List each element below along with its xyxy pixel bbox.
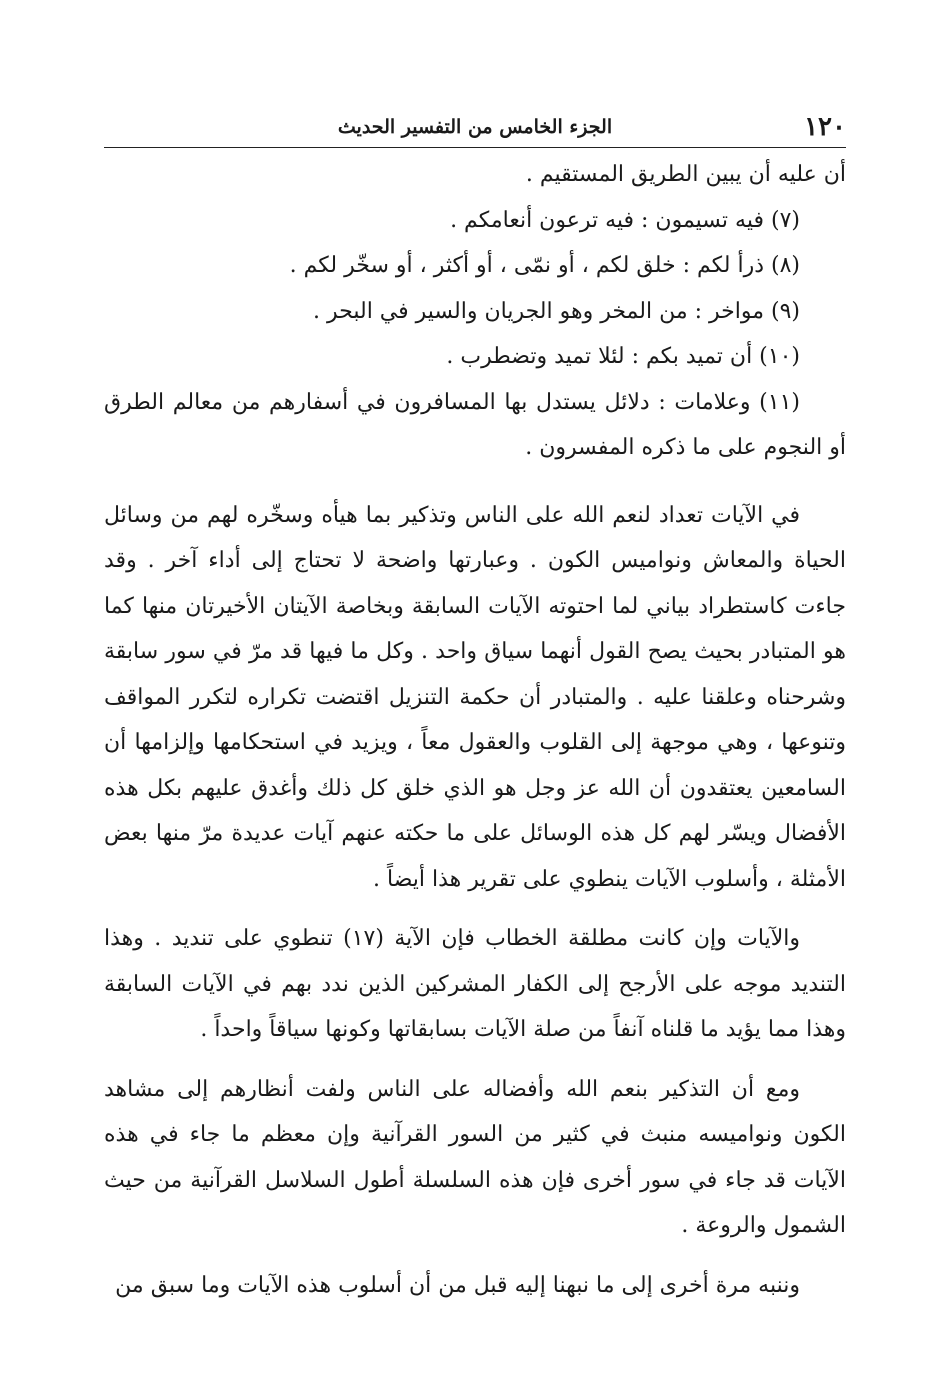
footnote-9: (٩) مواخر : من المخر وهو الجريان والسير في البحر . [313,298,800,324]
running-title: الجزء الخامس من التفسير الحديث [337,116,613,138]
footnote-11: (١١) وعلامات : دلائل يستدل بها المسافرون في أسفارهم من معالم الطرق أو النجوم على ما ذكره المفسرون . [104,389,846,460]
footnote-7: (٧) فيه تسيمون : فيه ترعون أنعامكم . [450,207,800,233]
commentary-paragraph-3: ومع أن التذكير بنعم الله وأفضاله على الناس ولفت أنظارهم إلى مشاهد الكون ونواميسه منبث في كثير من السور القرآنية وإن معظم ما جاء في هذه الآيات قد جاء في سور أخرى فإن هذه السلسلة أطول السلاسل القرآنية من حيث الشمول والروعة . [104,1076,846,1238]
note-continuation: أن عليه أن يبين الطريق المستقيم . [525,162,846,187]
header-divider [104,147,846,148]
footnote-10: (١٠) أن تميد بكم : لئلا تميد وتضطرب . [446,344,800,369]
commentary-paragraph-4: وننبه مرة أخرى إلى ما نبهنا إليه قبل من أن أسلوب هذه الآيات وما سبق من [115,1272,800,1298]
page-body [104,152,846,1308]
footnote-8: (٨) ذرأ لكم : خلق لكم ، أو نمّى ، أو أكثر ، أو سخّر لكم . [289,253,800,278]
page-header [104,108,846,148]
commentary-paragraph-1: في الآيات تعداد لنعم الله على الناس وتذكير بما هيأه وسخّره لهم من وسائل الحياة والمعاش ونواميس الكون . وعبارتها واضحة لا تحتاج إلى أداء آخر . وقد جاءت كاستطراد بياني لما احتوته الآيات السابقة وبخاصة الآيتان الأخيرتان منها كما هو المتبادر بحيث يصح القول أنهما سياق واحد . وكل ما فيها قد مرّ في سور سابقة وشرحناه وعلقنا عليه . والمتبادر أن حكمة التنزيل اقتضت تكراره لتكرر المواقف وتنوعها ، وهي موجهة إلى القلوب والعقول معاً ، ويزيد في استحكامها وإلزامها أن السامعين يعتقدون أن الله عز وجل هو الذي خلق كل ذلك وأغدق عليهم بكل هذه الأفضال ويسّر لهم كل هذه الوسائل على ما حكته عنهم آيات عديدة مرّ منها بعض الأمثلة ، وأسلوب الآيات ينطوي على تقرير هذا أيضاً . [104,502,846,892]
commentary-paragraph-2: والآيات وإن كانت مطلقة الخطاب فإن الآية (١٧) تنطوي على تنديد . وهذا التنديد موجه على الأرجح إلى الكفار المشركين الذين ندد بهم في الآيات السابقة وهذا مما يؤيد ما قلناه آنفاً من صلة الآيات بسابقاتها وكونها سياقاً واحداً . [104,926,846,1042]
page-number: ١٢٠ [804,112,846,142]
